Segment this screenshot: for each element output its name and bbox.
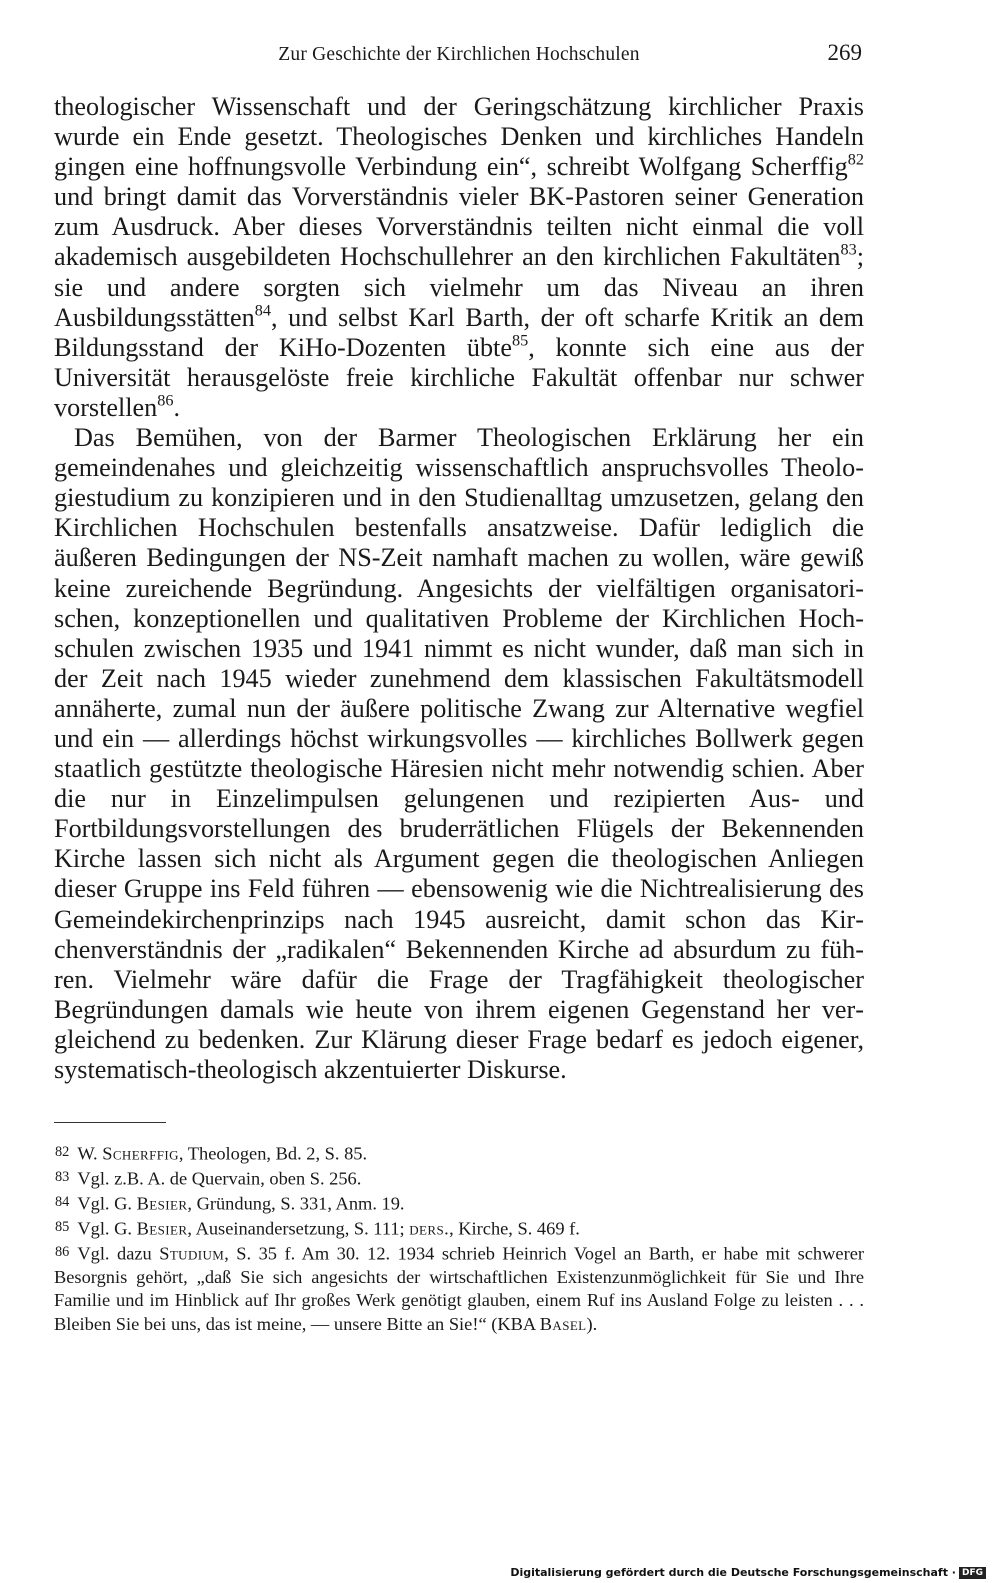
footnote-83 [54,1166,864,1191]
footnote-number: 85 [55,1218,70,1235]
text-run: W. [77,1143,103,1164]
text-run: theologischer Wissenschaft und der Geringschätzung kirchlicher Praxis wurde ein Ende gesetzt. Theologisches Denken und kirchliches Handeln gingen eine hoffnungsvolle Verbindung ein“, schreibt Wolfgang Scherffig [54,92,864,182]
footnote-ref-84: 84 [254,301,272,320]
text-run: , Kirche, S. 469 f. [449,1218,580,1239]
text-run: , konnte sich eine aus der Universität herausgelöste freie kirchliche Fakultät offenbar nur schwer vorstellen [54,332,865,422]
footnote-number: 82 [55,1144,70,1160]
text-run: Vgl. dazu [77,1243,160,1264]
text-run: Vgl. G. [77,1218,137,1239]
footnote-separator [54,1122,166,1123]
main-text [54,92,864,1085]
text-run: , und selbst Karl Barth, der oft scharfe Kritik an dem Bildungsstand der KiHo-Dozenten übte [54,302,864,362]
digitization-credit [510,1566,986,1579]
page-number: 269 [827,40,862,65]
page-header [56,40,862,80]
author-name: Besier [136,1218,188,1239]
text-run: , Gründung, S. 331, Anm. 19. [187,1193,405,1214]
text-run: , S. 35 f. Am 30. 12. 1934 schrieb Heinrich Vogel an Barth, er habe mit schwerer Besorgnis gehört, „daß Sie sich angesichts der wirtschaftlichen Existenzunmöglichkeit für Sie und Ihre Familie und im Hinblick auf Ihr großes Werk genötigt glauben, einem Ruf ins Ausland Folge zu leisten . . . Bleiben Sie bei uns, das ist meine, — unsere Bitte an Sie!“ (KBA [54,1243,864,1334]
source-name: Basel [539,1313,587,1334]
footnotes [54,1141,864,1336]
author-name: Scherffig [102,1143,179,1164]
footnote-ref-82: 82 [847,150,864,169]
running-head: Zur Geschichte der Kirchlichen Hochschulen [278,44,640,65]
text-run: ; sie und andere sorgten sich vielmehr um das Niveau an ihren Ausbildungsstätten [54,242,864,332]
footnote-ref-85: 85 [511,331,529,350]
author-name: Besier [136,1193,188,1214]
text-run: Vgl. G. [77,1193,137,1214]
footnote-ref-86: 86 [157,391,174,410]
paragraph-2: Das Bemühen, von der Barmer Theologischen Erklärung her ein gemeindenahes und gleichzeitig wissenschaftlich anspruchsvolles Theologiestudium zu konzipieren und in den Studienalltag umzusetzen, gelang den Kirchlichen Hochschulen bestenfalls ansatzweise. Dafür lediglich die äußeren Bedingungen der NS-Zeit namhaft machen zu wollen, wäre gewiß keine zureichende Begründung. Angesichts der vielfältigen organisatorischen, konzeptionellen und qualitativen Probleme der Kirchlichen Hochschulen zwischen 1935 und 1941 nimmt es nicht wunder, daß man sich in der Zeit nach 1945 wieder zunehmend dem klassischen Fakultätsmodell annäherte, zumal nun der äußere politische Zwang zur Alternative wegfiel und ein — allerdings höchst wirkungsvolles — kirchliches Bollwerk gegen staatlich gestützte theologische Häresien nicht mehr notwendig schien. Aber die nur in Einzelimpulsen gelungenen und rezipierten Aus- und Fortbildungsvorstellungen des bruderrätlichen Flügels der Bekennenden Kirche lassen sich nicht als Argument gegen die theologischen Anliegen dieser Gruppe ins Feld führen — ebensowenig wie die Nichtrealisierung des Gemeindekirchenprinzips nach 1945 ausreicht, damit schon das Kirchenverständnis der „radikalen“ Bekennenden Kirche ad absurdum zu führen. Vielmehr wäre dafür die Frage der Tragfähigkeit theologischer Begründungen damals wie heute von ihrem eigenen Gegenstand her vergleichend zu bedenken. Zur Klärung dieser Frage bedarf es jedoch eigener, systematisch-theologisch akzentuierter Diskurse. [54,423,864,1084]
text-run: , Theologen, Bd. 2, S. 85. [178,1143,368,1164]
footnote-number: 86 [55,1243,70,1260]
text-run: , Auseinandersetzung, S. 111; [187,1218,410,1239]
dfg-logo: DFG [959,1567,986,1579]
footnote-85 [54,1216,864,1241]
footnote-84 [54,1191,864,1216]
text-run: Vgl. z.B. A. de Quervain, oben S. 256. [77,1168,362,1189]
text-run: . [173,392,181,422]
author-name: ders. [409,1218,450,1239]
text-run: ). [586,1313,598,1334]
credit-text: Digitalisierung gefördert durch die Deutsche Forschungsgemeinschaft · [510,1566,956,1579]
text-run: und bringt damit das Vorverständnis vieler BK-Pastoren seiner Generation zum Ausdruck. Aber dieses Vorverständnis teilten nicht einmal die voll akademisch ausgebildeten Hochschullehrer an den kirchlichen Fakultäten [54,182,864,272]
source-name: Studium [159,1243,225,1264]
paragraph-1 [54,92,864,423]
footnote-number: 84 [55,1193,70,1210]
footnote-ref-83: 83 [840,240,857,259]
footnote-86 [54,1241,864,1336]
footnote-82 [54,1141,864,1166]
footnote-number: 83 [55,1168,70,1185]
